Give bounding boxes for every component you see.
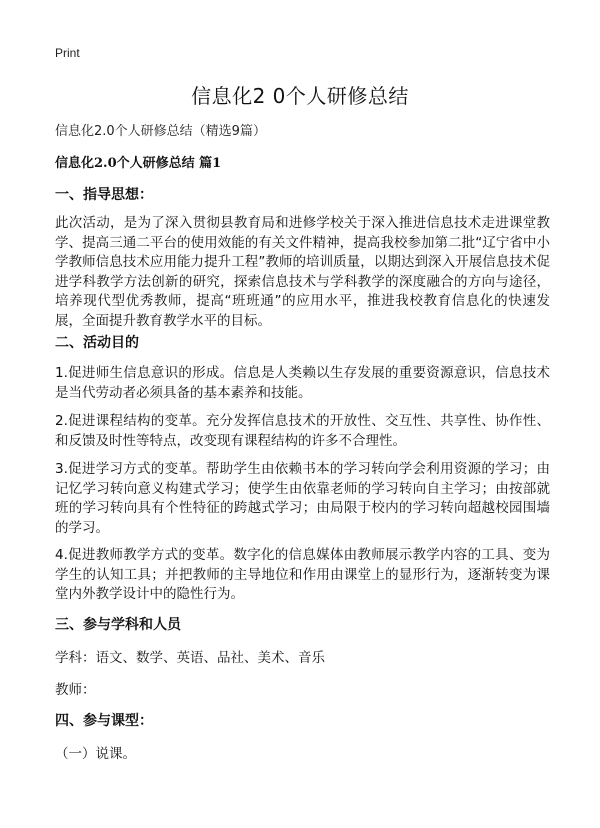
- paragraph-guiding-ideology: 此次活动，是为了深入贯彻县教育局和进修学校关于深入推进信息技术走进课堂教学、提高三通二平台的使用效能的有关文件精神，提高我校参加第二批“辽宁省中小学教师信息技术应用能力提升工程”教师的培训质量，以期达到深入开展信息技术促进学科教学方法创新的研究，探索信息技术与学科教学的深度融合的方向与途径，培养现代型优秀教师，提高“班班通”的应用水平，推进我校教育信息化的快速发展，全面提升教育教学水平的目标。: [55, 215, 550, 329]
- article-title: 信息化2.0个人研修总结 篇1: [55, 156, 222, 171]
- page-title: 信息化2 0个人研修总结: [191, 84, 409, 108]
- section-heading-activity-purpose: 二、活动目的: [55, 335, 139, 351]
- section-heading-lesson-types: 四、参与课型：: [55, 713, 153, 729]
- lesson-type-item-1: （一）说课。: [55, 746, 136, 762]
- paragraph-purpose-4: 4.促进教师教学方式的变革。数字化的信息媒体由教师展示教学内容的工具、变为学生的认知工具；并把教师的主导地位和作用由课堂上的显形行为，逐渐转变为课堂内外教学设计中的隐性行为。: [55, 547, 550, 602]
- subjects-line: 学科：语文、数学、英语、品社、美术、音乐: [55, 650, 325, 666]
- paragraph-purpose-3: 3.促进学习方式的变革。帮助学生由依赖书本的学习转向学会利用资源的学习；由记忆学习转向意义构建式学习；使学生由依靠老师的学习转向自主学习；由按部就班的学习转向具有个性特征的跨越式学习；由局限于校内的学习转向超越校园围墙的学习。: [55, 461, 550, 536]
- section-heading-subjects-personnel: 三、参与学科和人员: [55, 617, 181, 633]
- paragraph-purpose-1: 1.促进师生信息意识的形成。信息是人类赖以生存发展的重要资源意识，信息技术是当代劳动者必须具备的基本素养和技能。: [55, 365, 550, 401]
- paragraph-purpose-2: 2.促进课程结构的变革。充分发挥信息技术的开放性、交互性、共享性、协作性、和反馈及时性等特点，改变现有课程结构的许多不合理性。: [55, 413, 550, 449]
- teachers-line: 教师：: [55, 682, 96, 698]
- document-subtitle: 信息化2.0个人研修总结（精选9篇）: [55, 124, 266, 139]
- section-heading-guiding-ideology: 一、指导思想：: [55, 187, 153, 203]
- print-label[interactable]: Print: [55, 46, 80, 60]
